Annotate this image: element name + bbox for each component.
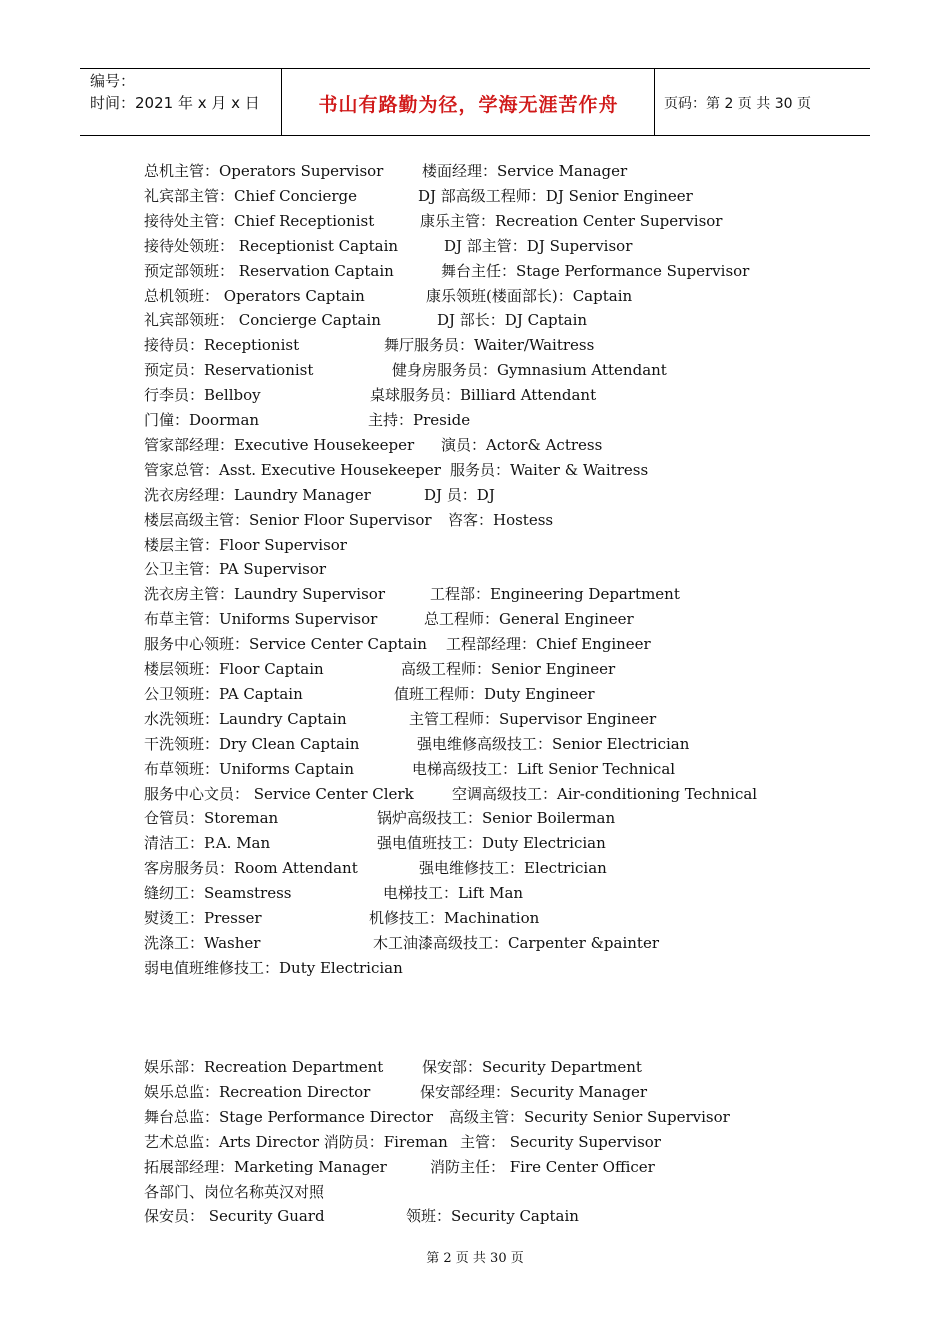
- term-left: 礼宾部领班： Concierge Captain: [144, 311, 381, 330]
- term-left: 清洁工：P.A. Man: [144, 834, 271, 853]
- term-right: 主管工程师：Supervisor Engineer: [409, 709, 657, 728]
- term-right: 健身房服务员：Gymnasium Attendant: [392, 361, 667, 380]
- term-right: 楼面经理：Service Manager: [422, 162, 628, 180]
- term-left: 洗衣房经理：Laundry Manager: [144, 485, 371, 504]
- glossary-row: [144, 658, 904, 680]
- term-right: 保安部经理：Security Manager: [420, 1082, 648, 1101]
- glossary-row: [144, 608, 904, 630]
- term-left: 布草领班：Uniforms Captain: [144, 759, 354, 778]
- glossary-row: [144, 907, 904, 929]
- glossary-row: [144, 235, 904, 257]
- term-right: 工程部经理：Chief Engineer: [446, 635, 651, 654]
- header-motto: 书山有路勤为径，学海无涯苦作舟: [318, 94, 619, 116]
- glossary-row: [144, 160, 904, 182]
- term-left: 洗涤工：Washer: [144, 933, 261, 952]
- term-right: 主持：Preside: [368, 411, 471, 429]
- term-left: 接待处领班： Receptionist Captain: [144, 236, 399, 255]
- term-right: 强电维修高级技工：Senior Electrician: [417, 734, 690, 753]
- term-right: 消防主任： Fire Center Officer: [430, 1157, 655, 1176]
- term-right: DJ 部长：DJ Captain: [437, 311, 588, 330]
- term-left: 预定员：Reservationist: [144, 361, 314, 380]
- glossary-row: [144, 957, 904, 979]
- glossary-row: [144, 384, 904, 406]
- term-right: 主管： Security Supervisor: [460, 1132, 661, 1151]
- date-label: 时间：2021 年 x 月 x 日: [90, 94, 260, 112]
- glossary-row: [144, 509, 904, 531]
- term-left: 预定部领班： Reservation Captain: [144, 261, 394, 280]
- term-right: 电梯技工：Lift Man: [383, 884, 524, 903]
- glossary-row: [144, 932, 904, 954]
- glossary-row: [144, 1106, 904, 1128]
- term-left: 楼层领班：Floor Captain: [144, 660, 324, 678]
- term-right: 康乐主管：Recreation Center Supervisor: [420, 211, 723, 230]
- term-right: DJ 部主管：DJ Supervisor: [444, 236, 633, 255]
- term-right: 电梯高级技工：Lift Senior Technical: [412, 759, 676, 778]
- glossary-row: [144, 758, 904, 780]
- term-left: 管家部经理：Executive Housekeeper: [144, 435, 415, 454]
- glossary-row: [144, 185, 904, 207]
- term-left: 水洗领班：Laundry Captain: [144, 709, 347, 728]
- header-bottom-rule: [80, 135, 870, 136]
- glossary-row: [144, 807, 904, 829]
- page-header: [80, 68, 870, 136]
- term-right: 舞台主任：Stage Performance Supervisor: [441, 261, 750, 280]
- term-left: 娱乐总监：Recreation Director: [144, 1082, 371, 1101]
- term-left: 公卫领班：PA Captain: [144, 684, 303, 703]
- glossary-row: [144, 1205, 904, 1227]
- term-right: 木工油漆高级技工：Carpenter &painter: [373, 933, 660, 952]
- term-left: 服务中心文员： Service Center Clerk: [144, 784, 414, 803]
- term-right: 锅炉高级技工：Senior Boilerman: [377, 809, 616, 828]
- term-left: 公卫主管：PA Supervisor: [144, 560, 327, 579]
- glossary-row: [144, 1156, 904, 1178]
- term-left: 保安员： Security Guard: [144, 1207, 325, 1226]
- glossary-row: [144, 459, 904, 481]
- term-left: 总机领班： Operators Captain: [144, 286, 365, 305]
- term-right: 高级工程师：Senior Engineer: [401, 660, 616, 678]
- term-left: 客房服务员：Room Attendant: [144, 859, 358, 878]
- term-right: 咨客：Hostess: [448, 510, 554, 529]
- term-left: 管家总管：Asst. Executive Housekeeper: [144, 460, 441, 479]
- term-left: 礼宾部主管：Chief Concierge: [144, 186, 358, 205]
- term-right: 康乐领班(楼面部长)：Captain: [426, 286, 633, 305]
- glossary-row: [144, 1081, 904, 1103]
- glossary-row: [144, 708, 904, 730]
- term-right: 演员：Actor& Actress: [441, 435, 603, 454]
- glossary-row: [144, 633, 904, 655]
- glossary-row: [144, 832, 904, 854]
- term-right: 舞厅服务员：Waiter/Waitress: [384, 336, 595, 355]
- glossary-row: [144, 359, 904, 381]
- term-left: 楼层主管：Floor Supervisor: [144, 535, 347, 554]
- number-label: 编号：: [90, 72, 136, 90]
- term-left: 缝纫工：Seamstress: [144, 884, 292, 903]
- term-left: 舞台总监：Stage Performance Director: [144, 1107, 434, 1126]
- glossary-row: [144, 1056, 904, 1078]
- term-right: 空调高级技工：Air-conditioning Technical: [452, 784, 758, 803]
- term-right: 桌球服务员：Billiard Attendant: [370, 386, 597, 405]
- glossary-row: [144, 210, 904, 232]
- term-right: DJ 员：DJ: [424, 485, 495, 504]
- page-footer: 第 2 页 共 30 页: [426, 1251, 524, 1266]
- term-left: 弱电值班维修技工：Duty Electrician: [144, 958, 403, 977]
- header-meta: [90, 70, 260, 114]
- glossary-row: [144, 334, 904, 356]
- term-left: 服务中心领班：Service Center Captain: [144, 635, 427, 654]
- term-right: 高级主管：Security Senior Supervisor: [449, 1107, 730, 1126]
- term-left: 各部门、岗位名称英汉对照: [144, 1182, 325, 1201]
- term-right: 保安部：Security Department: [422, 1058, 642, 1076]
- term-left: 熨烫工：Presser: [144, 909, 262, 927]
- glossary-row: [144, 309, 904, 331]
- glossary-row: [144, 683, 904, 705]
- glossary-row: [144, 434, 904, 456]
- term-left: 干洗领班：Dry Clean Captain: [144, 734, 360, 753]
- header-top-rule: [80, 68, 870, 69]
- glossary-row: [144, 260, 904, 282]
- term-left: 楼层高级主管：Senior Floor Supervisor: [144, 510, 432, 529]
- glossary-row: [144, 534, 904, 556]
- header-page-info: 页码：第 2 页 共 30 页: [664, 96, 811, 112]
- glossary-row: [144, 733, 904, 755]
- term-right: 工程部：Engineering Department: [430, 585, 680, 604]
- glossary-row: [144, 1181, 904, 1203]
- term-left: 拓展部经理：Marketing Manager: [144, 1157, 387, 1176]
- glossary-row: [144, 1131, 904, 1153]
- term-left: 总机主管：Operators Supervisor: [144, 162, 384, 180]
- term-left: 门僮：Doorman: [144, 411, 260, 429]
- glossary-row: [144, 484, 904, 506]
- glossary-row: [144, 409, 904, 431]
- term-left: 娱乐部：Recreation Department: [144, 1058, 384, 1076]
- glossary-row: [144, 558, 904, 580]
- term-left: 接待处主管：Chief Receptionist: [144, 211, 375, 230]
- term-left: 行李员：Bellboy: [144, 386, 261, 405]
- glossary-row: [144, 285, 904, 307]
- term-left: 接待员：Receptionist: [144, 336, 300, 355]
- glossary-row: [144, 857, 904, 879]
- term-left: 洗衣房主管：Laundry Supervisor: [144, 585, 385, 604]
- glossary-row: [144, 882, 904, 904]
- glossary-row: [144, 783, 904, 805]
- term-right: 强电维修技工：Electrician: [419, 859, 607, 878]
- term-left: 艺术总监：Arts Director 消防员：Fireman: [144, 1132, 448, 1151]
- term-right: 强电值班技工：Duty Electrician: [377, 834, 606, 853]
- term-left: 布草主管：Uniforms Supervisor: [144, 610, 378, 629]
- glossary-row: [144, 583, 904, 605]
- term-right: 总工程师：General Engineer: [424, 610, 634, 629]
- term-right: 值班工程师：Duty Engineer: [394, 684, 595, 703]
- term-right: 服务员：Waiter & Waitress: [450, 460, 649, 479]
- term-right: 领班：Security Captain: [406, 1207, 579, 1226]
- term-left: 仓管员：Storeman: [144, 809, 279, 828]
- term-right: DJ 部高级工程师：DJ Senior Engineer: [418, 186, 693, 205]
- term-right: 机修技工：Machination: [369, 909, 540, 927]
